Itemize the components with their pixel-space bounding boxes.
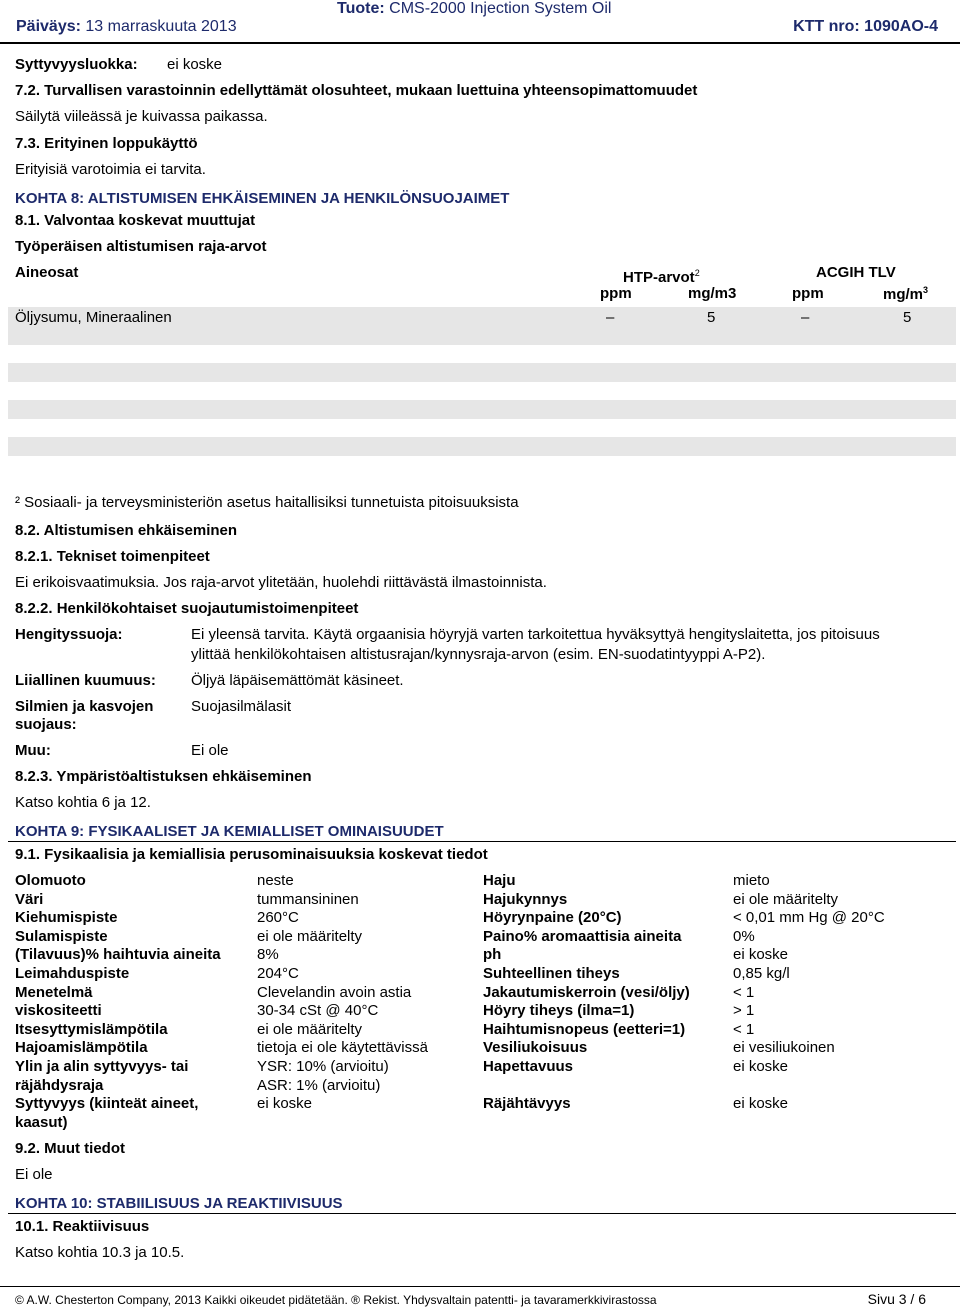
property-label: viskositeetti (15, 1002, 102, 1020)
header-date-label: Päiväys: (16, 18, 81, 35)
property-label: Ylin ja alin syttyvyys- tai (15, 1058, 189, 1075)
header-ktt (793, 18, 938, 36)
property-label: Olomuoto (15, 872, 86, 889)
footer-copyright: © A.W. Chesterton Company, 2013 Kaikki oikeudet pidätetään. ® Rekist. Yhdysvaltain patentti- ja tavaramerkkivirastossa (15, 1293, 657, 1307)
table-sub-mgm3-2 (883, 285, 928, 303)
property-label: ph (483, 946, 502, 964)
table-sub-mgm3-2-text: mg/m (883, 286, 924, 303)
property-value: ei koske (733, 1058, 789, 1075)
section-8-title: KOHTA 8: ALTISTUMISEN EHKÄISEMINEN JA HENKILÖNSUOJAIMET (15, 190, 510, 207)
property-value: 30-34 cSt @ 40°C (257, 1002, 379, 1020)
eye-label-line2: suojaus: (15, 716, 77, 733)
property-value: 204°C (257, 965, 299, 982)
table-col-acgih: ACGIH TLV (816, 264, 896, 281)
property-value: < 1 (733, 983, 755, 1001)
heading-7-3: 7.3. Erityinen loppukäyttö (15, 135, 198, 152)
resp-label: Hengityssuoja: (15, 626, 123, 643)
heading-8-1: 8.1. Valvontaa koskevat muuttujat (15, 212, 256, 229)
section-9-title: KOHTA 9: FYSIKAALISET JA KEMIALLISET OMINAISUUDET (15, 823, 444, 840)
property-value: ASR: 1% (arvioitu) (257, 1076, 381, 1094)
resp-value-line2: ylittää henkilökohtaisen altistusrajan/kynnysraja-arvon (esim. EN-suodatintyyppi A-P2). (191, 646, 766, 663)
property-label: räjähdysraja (15, 1076, 104, 1094)
property-label: Itsesyttymislämpötila (15, 1020, 168, 1038)
text-7-2: Säilytä viileässä je kuivassa paikassa. (15, 108, 268, 125)
property-label: Väri (15, 890, 44, 908)
header-date (16, 18, 237, 36)
heading-8-1-sub: Työperäisen altistumisen raja-arvot (15, 238, 267, 255)
table-sub-ppm-1: ppm (600, 285, 632, 302)
heading-9-2: 9.2. Muut tiedot (15, 1140, 125, 1157)
table-col-htp-text: HTP-arvot (623, 269, 695, 286)
eye-label-line1: Silmien ja kasvojen (15, 698, 154, 715)
property-value: > 1 (733, 1002, 755, 1020)
property-label: Höyry tiheys (ilma=1) (483, 1002, 635, 1020)
text-9-2: Ei ole (15, 1166, 53, 1183)
table-cell-htp-mg: 5 (707, 309, 716, 326)
property-label: Haju (483, 872, 516, 889)
property-value: mieto (733, 872, 770, 889)
header-product (337, 0, 611, 18)
table-col-htp-sup: 2 (694, 268, 700, 278)
table-sub-mgm3-1: mg/m3 (688, 285, 737, 302)
text-7-3: Erityisiä varotoimia ei tarvita. (15, 161, 206, 178)
table-col-ingredients: Aineosat (15, 264, 79, 281)
property-value: tummansininen (257, 890, 359, 908)
property-value: ei koske (733, 946, 789, 964)
header-product-value: CMS-2000 Injection System Oil (389, 0, 612, 17)
other-value: Ei ole (191, 742, 229, 759)
property-label: Höyrynpaine (20°C) (483, 909, 622, 927)
property-label: (Tilavuus)% haihtuvia aineita (15, 946, 221, 964)
table-cell-acgih-ppm: – (801, 309, 810, 326)
property-label: Hajukynnys (483, 890, 568, 908)
heading-8-2-3: 8.2.3. Ympäristöaltistuksen ehkäiseminen (15, 768, 312, 785)
property-label: Syttyvyys (kiinteät aineet, (15, 1095, 199, 1113)
property-label: Leimahduspiste (15, 965, 130, 982)
footer-rule (0, 1286, 960, 1287)
text-10-1: Katso kohtia 10.3 ja 10.5. (15, 1244, 185, 1261)
property-label: Kiehumispiste (15, 909, 118, 927)
header-product-label: Tuote: (337, 0, 385, 17)
heading-8-2-2: 8.2.2. Henkilökohtaiset suojautumistoimenpiteet (15, 600, 359, 617)
header-ktt-label: KTT nro: (793, 18, 860, 35)
table-row-empty (8, 400, 956, 419)
property-label: Räjähtävyys (483, 1095, 571, 1113)
footer-page-number: Sivu 3 / 6 (867, 1291, 926, 1307)
property-label: Vesiliukoisuus (483, 1039, 588, 1057)
skin-value: Öljyä läpäisemättömät käsineet. (191, 672, 404, 689)
table-sub-mgm3-2-sup: 3 (923, 285, 929, 295)
property-value: 0,85 kg/l (733, 965, 790, 982)
table-row-empty (8, 363, 956, 382)
property-label: Haihtumisnopeus (eetteri=1) (483, 1020, 686, 1038)
property-label: Jakautumiskerroin (vesi/öljy) (483, 983, 690, 1001)
header-rule (0, 42, 960, 44)
resp-value-line1: Ei yleensä tarvita. Käytä orgaanisia höyryjä varten tarkoitettua hyväksyttyä hengityslaitetta, jos pitoisuus (191, 626, 880, 643)
property-value: < 1 (733, 1020, 755, 1038)
property-value: YSR: 10% (arvioitu) (257, 1058, 389, 1075)
property-label: Sulamispiste (15, 927, 108, 945)
property-value: ei ole määritelty (257, 1020, 363, 1038)
property-value: 260°C (257, 909, 299, 927)
property-label: Menetelmä (15, 983, 93, 1001)
table-row-empty (8, 437, 956, 456)
table-cell-name: Öljysumu, Mineraalinen (15, 309, 172, 326)
property-value: ei ole määritelty (257, 927, 363, 945)
text-8-2-1: Ei erikoisvaatimuksia. Jos raja-arvot ylitetään, huolehdi riittävästä ilmastoinnista. (15, 574, 547, 591)
property-label: Suhteellinen tiheys (483, 965, 620, 982)
header-ktt-value: 1090AO-4 (864, 18, 938, 35)
property-value: 0% (733, 927, 755, 945)
property-label: Paino% aromaattisia aineita (483, 927, 682, 945)
eye-value: Suojasilmälasit (191, 698, 292, 715)
header-date-value: 13 marraskuuta 2013 (85, 18, 237, 35)
heading-7-2: 7.2. Turvallisen varastoinnin edellyttämät olosuhteet, mukaan luettuina yhteensopimattomuudet (15, 82, 698, 99)
property-value: ei koske (733, 1095, 789, 1113)
text-8-2-3: Katso kohtia 6 ja 12. (15, 794, 151, 811)
other-label: Muu: (15, 742, 51, 759)
property-value: 8% (257, 946, 279, 964)
heading-8-2-1: 8.2.1. Tekniset toimenpiteet (15, 548, 210, 565)
flammability-value: ei koske (167, 56, 223, 73)
property-value: ei koske (257, 1095, 313, 1113)
property-value: neste (257, 872, 294, 889)
property-label: kaasut) (15, 1113, 68, 1131)
heading-8-2: 8.2. Altistumisen ehkäiseminen (15, 522, 238, 539)
property-value: ei vesiliukoinen (733, 1039, 835, 1057)
property-value: tietoja ei ole käytettävissä (257, 1039, 428, 1057)
property-value: Clevelandin avoin astia (257, 983, 412, 1001)
table-sub-ppm-2: ppm (792, 285, 824, 302)
property-value: < 0,01 mm Hg @ 20°C (733, 909, 885, 927)
skin-label: Liiallinen kuumuus: (15, 672, 156, 689)
property-value: ei ole määritelty (733, 890, 839, 908)
flammability-label: Syttyvyysluokka: (15, 56, 138, 73)
table-col-htp (623, 264, 700, 287)
property-label: Hajoamislämpötila (15, 1039, 148, 1057)
footnote: ² Sosiaali- ja terveysministeriön asetus haitallisiksi tunnetuista pitoisuuksista (15, 494, 519, 511)
table-cell-htp-ppm: – (606, 309, 615, 326)
section-10-title: KOHTA 10: STABIILISUUS JA REAKTIIVISUUS (15, 1195, 343, 1212)
table-cell-acgih-mg: 5 (903, 309, 912, 326)
section-9-rule (8, 841, 956, 842)
heading-10-1: 10.1. Reaktiivisuus (15, 1218, 150, 1235)
heading-9-1: 9.1. Fysikaalisia ja kemiallisia perusominaisuuksia koskevat tiedot (15, 846, 488, 863)
section-10-rule (8, 1213, 956, 1214)
property-label: Hapettavuus (483, 1058, 574, 1075)
